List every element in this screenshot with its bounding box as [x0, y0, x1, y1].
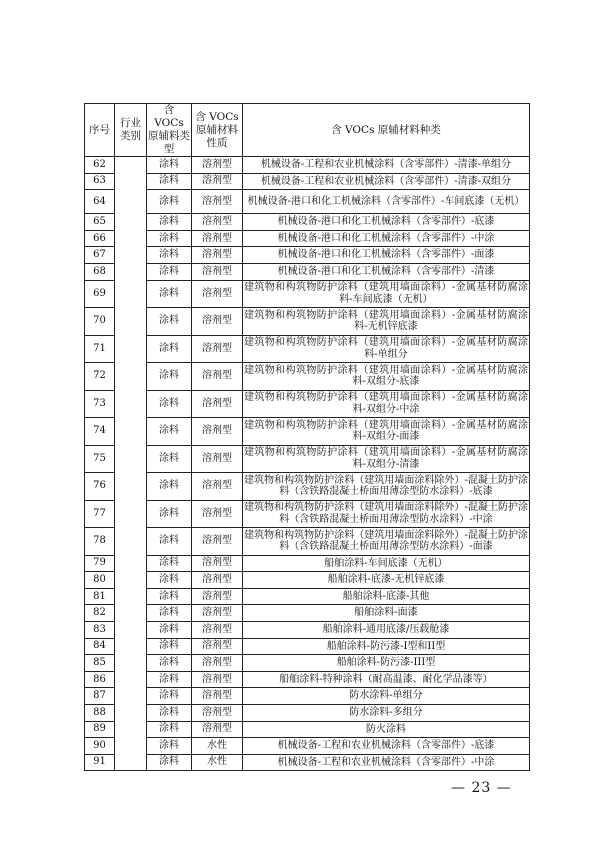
row-voc-kind: 船舶涂料-车间底漆（无机）: [243, 555, 530, 572]
table-row: [85, 655, 530, 672]
row-seq: 76: [85, 473, 115, 501]
table-row: [85, 605, 530, 622]
row-voc-type: 涂料: [147, 214, 192, 231]
row-voc-type: 涂料: [147, 390, 192, 418]
row-seq: 87: [85, 688, 115, 705]
row-seq: 80: [85, 572, 115, 589]
row-voc-type: 涂料: [147, 688, 192, 705]
row-voc-type: 涂料: [147, 263, 192, 280]
row-voc-nature: 溶剂型: [192, 308, 243, 336]
row-seq: 67: [85, 247, 115, 264]
row-voc-kind: 防水涂料-单组分: [243, 688, 530, 705]
row-voc-type: 涂料: [147, 621, 192, 638]
row-voc-type: 涂料: [147, 655, 192, 672]
row-seq: 75: [85, 445, 115, 473]
row-voc-nature: 溶剂型: [192, 588, 243, 605]
row-voc-nature: 溶剂型: [192, 280, 243, 308]
row-seq: 70: [85, 308, 115, 336]
row-voc-type: 涂料: [147, 473, 192, 501]
row-voc-kind: 船舶涂料-面漆: [243, 605, 530, 622]
row-voc-kind: 建筑物和构筑物防护涂料（建筑用墙面涂料）-金属基材防腐涂料-双组分-底漆: [243, 363, 530, 391]
row-seq: 71: [85, 335, 115, 363]
table-row: [85, 173, 530, 190]
row-seq: 78: [85, 528, 115, 556]
row-voc-nature: 溶剂型: [192, 555, 243, 572]
row-voc-kind: 机械设备-港口和化工机械涂料（含零部件）-车间底漆（无机）: [243, 190, 530, 214]
row-voc-nature: 溶剂型: [192, 704, 243, 721]
row-voc-nature: 溶剂型: [192, 190, 243, 214]
row-voc-nature: 溶剂型: [192, 247, 243, 264]
table-row: [85, 308, 530, 336]
row-voc-type: 涂料: [147, 555, 192, 572]
table-row: [85, 555, 530, 572]
table-row: [85, 157, 530, 174]
table-row: [85, 671, 530, 688]
table-row: [85, 754, 530, 771]
row-voc-nature: 溶剂型: [192, 157, 243, 174]
row-voc-kind: 建筑物和构筑物防护涂料（建筑用墙面涂料除外）-混凝土防护涂料（含铁路混凝土桥面用薄涂型防水涂料）-面漆: [243, 528, 530, 556]
table-row: [85, 473, 530, 501]
row-voc-type: 涂料: [147, 638, 192, 655]
row-voc-nature: 溶剂型: [192, 638, 243, 655]
row-voc-type: 涂料: [147, 173, 192, 190]
row-voc-type: 涂料: [147, 572, 192, 589]
table-row: [85, 721, 530, 738]
row-voc-kind: 船舶涂料-特种涂料（耐高温漆、耐化学品漆等）: [243, 671, 530, 688]
row-voc-type: 涂料: [147, 418, 192, 446]
row-seq: 81: [85, 588, 115, 605]
row-voc-nature: 溶剂型: [192, 445, 243, 473]
row-voc-kind: 船舶涂料-底漆-其他: [243, 588, 530, 605]
row-voc-kind: 机械设备-工程和农业机械涂料（含零部件）-清漆-单组分: [243, 157, 530, 174]
header-seq: 序号: [85, 104, 115, 157]
row-voc-type: 涂料: [147, 528, 192, 556]
row-voc-type: 涂料: [147, 363, 192, 391]
row-voc-type: 涂料: [147, 605, 192, 622]
page-number: — 23 —: [451, 780, 512, 796]
row-seq: 79: [85, 555, 115, 572]
row-seq: 85: [85, 655, 115, 672]
row-voc-kind: 防水涂料-多组分: [243, 704, 530, 721]
row-voc-type: 涂料: [147, 738, 192, 755]
row-seq: 63: [85, 173, 115, 190]
row-voc-type: 涂料: [147, 230, 192, 247]
row-seq: 91: [85, 754, 115, 771]
row-seq: 84: [85, 638, 115, 655]
voc-materials-table: [84, 103, 530, 771]
row-voc-nature: 溶剂型: [192, 390, 243, 418]
row-voc-type: 涂料: [147, 190, 192, 214]
row-seq: 69: [85, 280, 115, 308]
row-voc-kind: 船舶涂料-通用底漆/压载舱漆: [243, 621, 530, 638]
row-voc-nature: 溶剂型: [192, 473, 243, 501]
row-voc-kind: 防火涂料: [243, 721, 530, 738]
table-row: [85, 214, 530, 231]
row-seq: 74: [85, 418, 115, 446]
row-voc-nature: 水性: [192, 738, 243, 755]
table-row: [85, 280, 530, 308]
table-row: [85, 704, 530, 721]
row-voc-kind: 船舶涂料-防污漆-III型: [243, 655, 530, 672]
row-voc-nature: 水性: [192, 754, 243, 771]
row-seq: 88: [85, 704, 115, 721]
row-voc-kind: 建筑物和构筑物防护涂料（建筑用墙面涂料）-金属基材防腐涂料-双组分-中涂: [243, 390, 530, 418]
table-row: [85, 738, 530, 755]
table-row: [85, 230, 530, 247]
row-seq: 82: [85, 605, 115, 622]
header-industry: 行业类别: [115, 104, 147, 157]
row-voc-kind: 建筑物和构筑物防护涂料（建筑用墙面涂料）-金属基材防腐涂料-无机锌底漆: [243, 308, 530, 336]
header-voc-kind: 含 VOCs 原辅材料种类: [243, 104, 530, 157]
row-seq: 72: [85, 363, 115, 391]
row-voc-type: 涂料: [147, 500, 192, 528]
row-industry: [115, 157, 147, 771]
row-seq: 77: [85, 500, 115, 528]
table-body: [85, 157, 530, 771]
row-voc-type: 涂料: [147, 671, 192, 688]
table-row: [85, 500, 530, 528]
table-row: [85, 621, 530, 638]
row-voc-type: 涂料: [147, 588, 192, 605]
row-seq: 86: [85, 671, 115, 688]
row-voc-nature: 溶剂型: [192, 214, 243, 231]
table-header-row: [85, 104, 530, 157]
row-voc-kind: 建筑物和构筑物防护涂料（建筑用墙面涂料）-金属基材防腐涂料-双组分-清漆: [243, 445, 530, 473]
row-voc-nature: 溶剂型: [192, 363, 243, 391]
row-voc-kind: 船舶涂料-防污漆-I型和II型: [243, 638, 530, 655]
row-voc-nature: 溶剂型: [192, 688, 243, 705]
row-seq: 68: [85, 263, 115, 280]
table-row: [85, 190, 530, 214]
table-row: [85, 638, 530, 655]
row-seq: 62: [85, 157, 115, 174]
row-voc-kind: 建筑物和构筑物防护涂料（建筑用墙面涂料）-金属基材防腐涂料-双组分-面漆: [243, 418, 530, 446]
row-voc-kind: 建筑物和构筑物防护涂料（建筑用墙面涂料）-金属基材防腐涂料-单组分: [243, 335, 530, 363]
row-voc-type: 涂料: [147, 308, 192, 336]
row-voc-kind: 建筑物和构筑物防护涂料（建筑用墙面涂料除外）-混凝土防护涂料（含铁路混凝土桥面用薄涂型防水涂料）-底漆: [243, 473, 530, 501]
row-voc-nature: 溶剂型: [192, 173, 243, 190]
row-seq: 89: [85, 721, 115, 738]
table-row: [85, 688, 530, 705]
row-voc-nature: 溶剂型: [192, 671, 243, 688]
row-voc-kind: 机械设备-港口和化工机械涂料（含零部件）-底漆: [243, 214, 530, 231]
row-voc-kind: 建筑物和构筑物防护涂料（建筑用墙面涂料除外）-混凝土防护涂料（含铁路混凝土桥面用薄涂型防水涂料）-中涂: [243, 500, 530, 528]
row-voc-nature: 溶剂型: [192, 528, 243, 556]
row-voc-type: 涂料: [147, 247, 192, 264]
table-row: [85, 418, 530, 446]
row-voc-nature: 溶剂型: [192, 572, 243, 589]
row-voc-type: 涂料: [147, 335, 192, 363]
row-voc-type: 涂料: [147, 445, 192, 473]
table-row: [85, 335, 530, 363]
row-seq: 83: [85, 621, 115, 638]
row-voc-type: 涂料: [147, 721, 192, 738]
row-voc-kind: 机械设备-港口和化工机械涂料（含零部件）-清漆: [243, 263, 530, 280]
header-voc-nature: 含 VOCs 原辅材料性质: [192, 104, 243, 157]
row-voc-nature: 溶剂型: [192, 418, 243, 446]
table-row: [85, 363, 530, 391]
row-seq: 90: [85, 738, 115, 755]
row-seq: 73: [85, 390, 115, 418]
row-voc-nature: 溶剂型: [192, 655, 243, 672]
row-voc-nature: 溶剂型: [192, 500, 243, 528]
table-row: [85, 247, 530, 264]
row-voc-kind: 机械设备-工程和农业机械涂料（含零部件）-中涂: [243, 754, 530, 771]
row-voc-nature: 溶剂型: [192, 230, 243, 247]
row-voc-nature: 溶剂型: [192, 263, 243, 280]
row-voc-kind: 机械设备-工程和农业机械涂料（含零部件）-底漆: [243, 738, 530, 755]
row-voc-type: 涂料: [147, 704, 192, 721]
row-voc-nature: 溶剂型: [192, 621, 243, 638]
table-row: [85, 528, 530, 556]
row-voc-type: 涂料: [147, 157, 192, 174]
row-voc-kind: 建筑物和构筑物防护涂料（建筑用墙面涂料）-金属基材防腐涂料-车间底漆（无机）: [243, 280, 530, 308]
row-voc-kind: 船舶涂料-底漆-无机锌底漆: [243, 572, 530, 589]
row-voc-nature: 溶剂型: [192, 721, 243, 738]
row-voc-type: 涂料: [147, 280, 192, 308]
row-voc-kind: 机械设备-港口和化工机械涂料（含零部件）-中涂: [243, 230, 530, 247]
table-row: [85, 572, 530, 589]
row-voc-kind: 机械设备-港口和化工机械涂料（含零部件）-面漆: [243, 247, 530, 264]
header-voc-type: 含 VOCs 原辅料类型: [148, 104, 190, 155]
row-voc-nature: 溶剂型: [192, 605, 243, 622]
table-row: [85, 588, 530, 605]
row-voc-kind: 机械设备-工程和农业机械涂料（含零部件）-清漆-双组分: [243, 173, 530, 190]
table-row: [85, 263, 530, 280]
row-voc-nature: 溶剂型: [192, 335, 243, 363]
row-voc-type: 涂料: [147, 754, 192, 771]
row-seq: 64: [85, 190, 115, 214]
table-row: [85, 445, 530, 473]
row-seq: 65: [85, 214, 115, 231]
table-row: [85, 390, 530, 418]
row-seq: 66: [85, 230, 115, 247]
